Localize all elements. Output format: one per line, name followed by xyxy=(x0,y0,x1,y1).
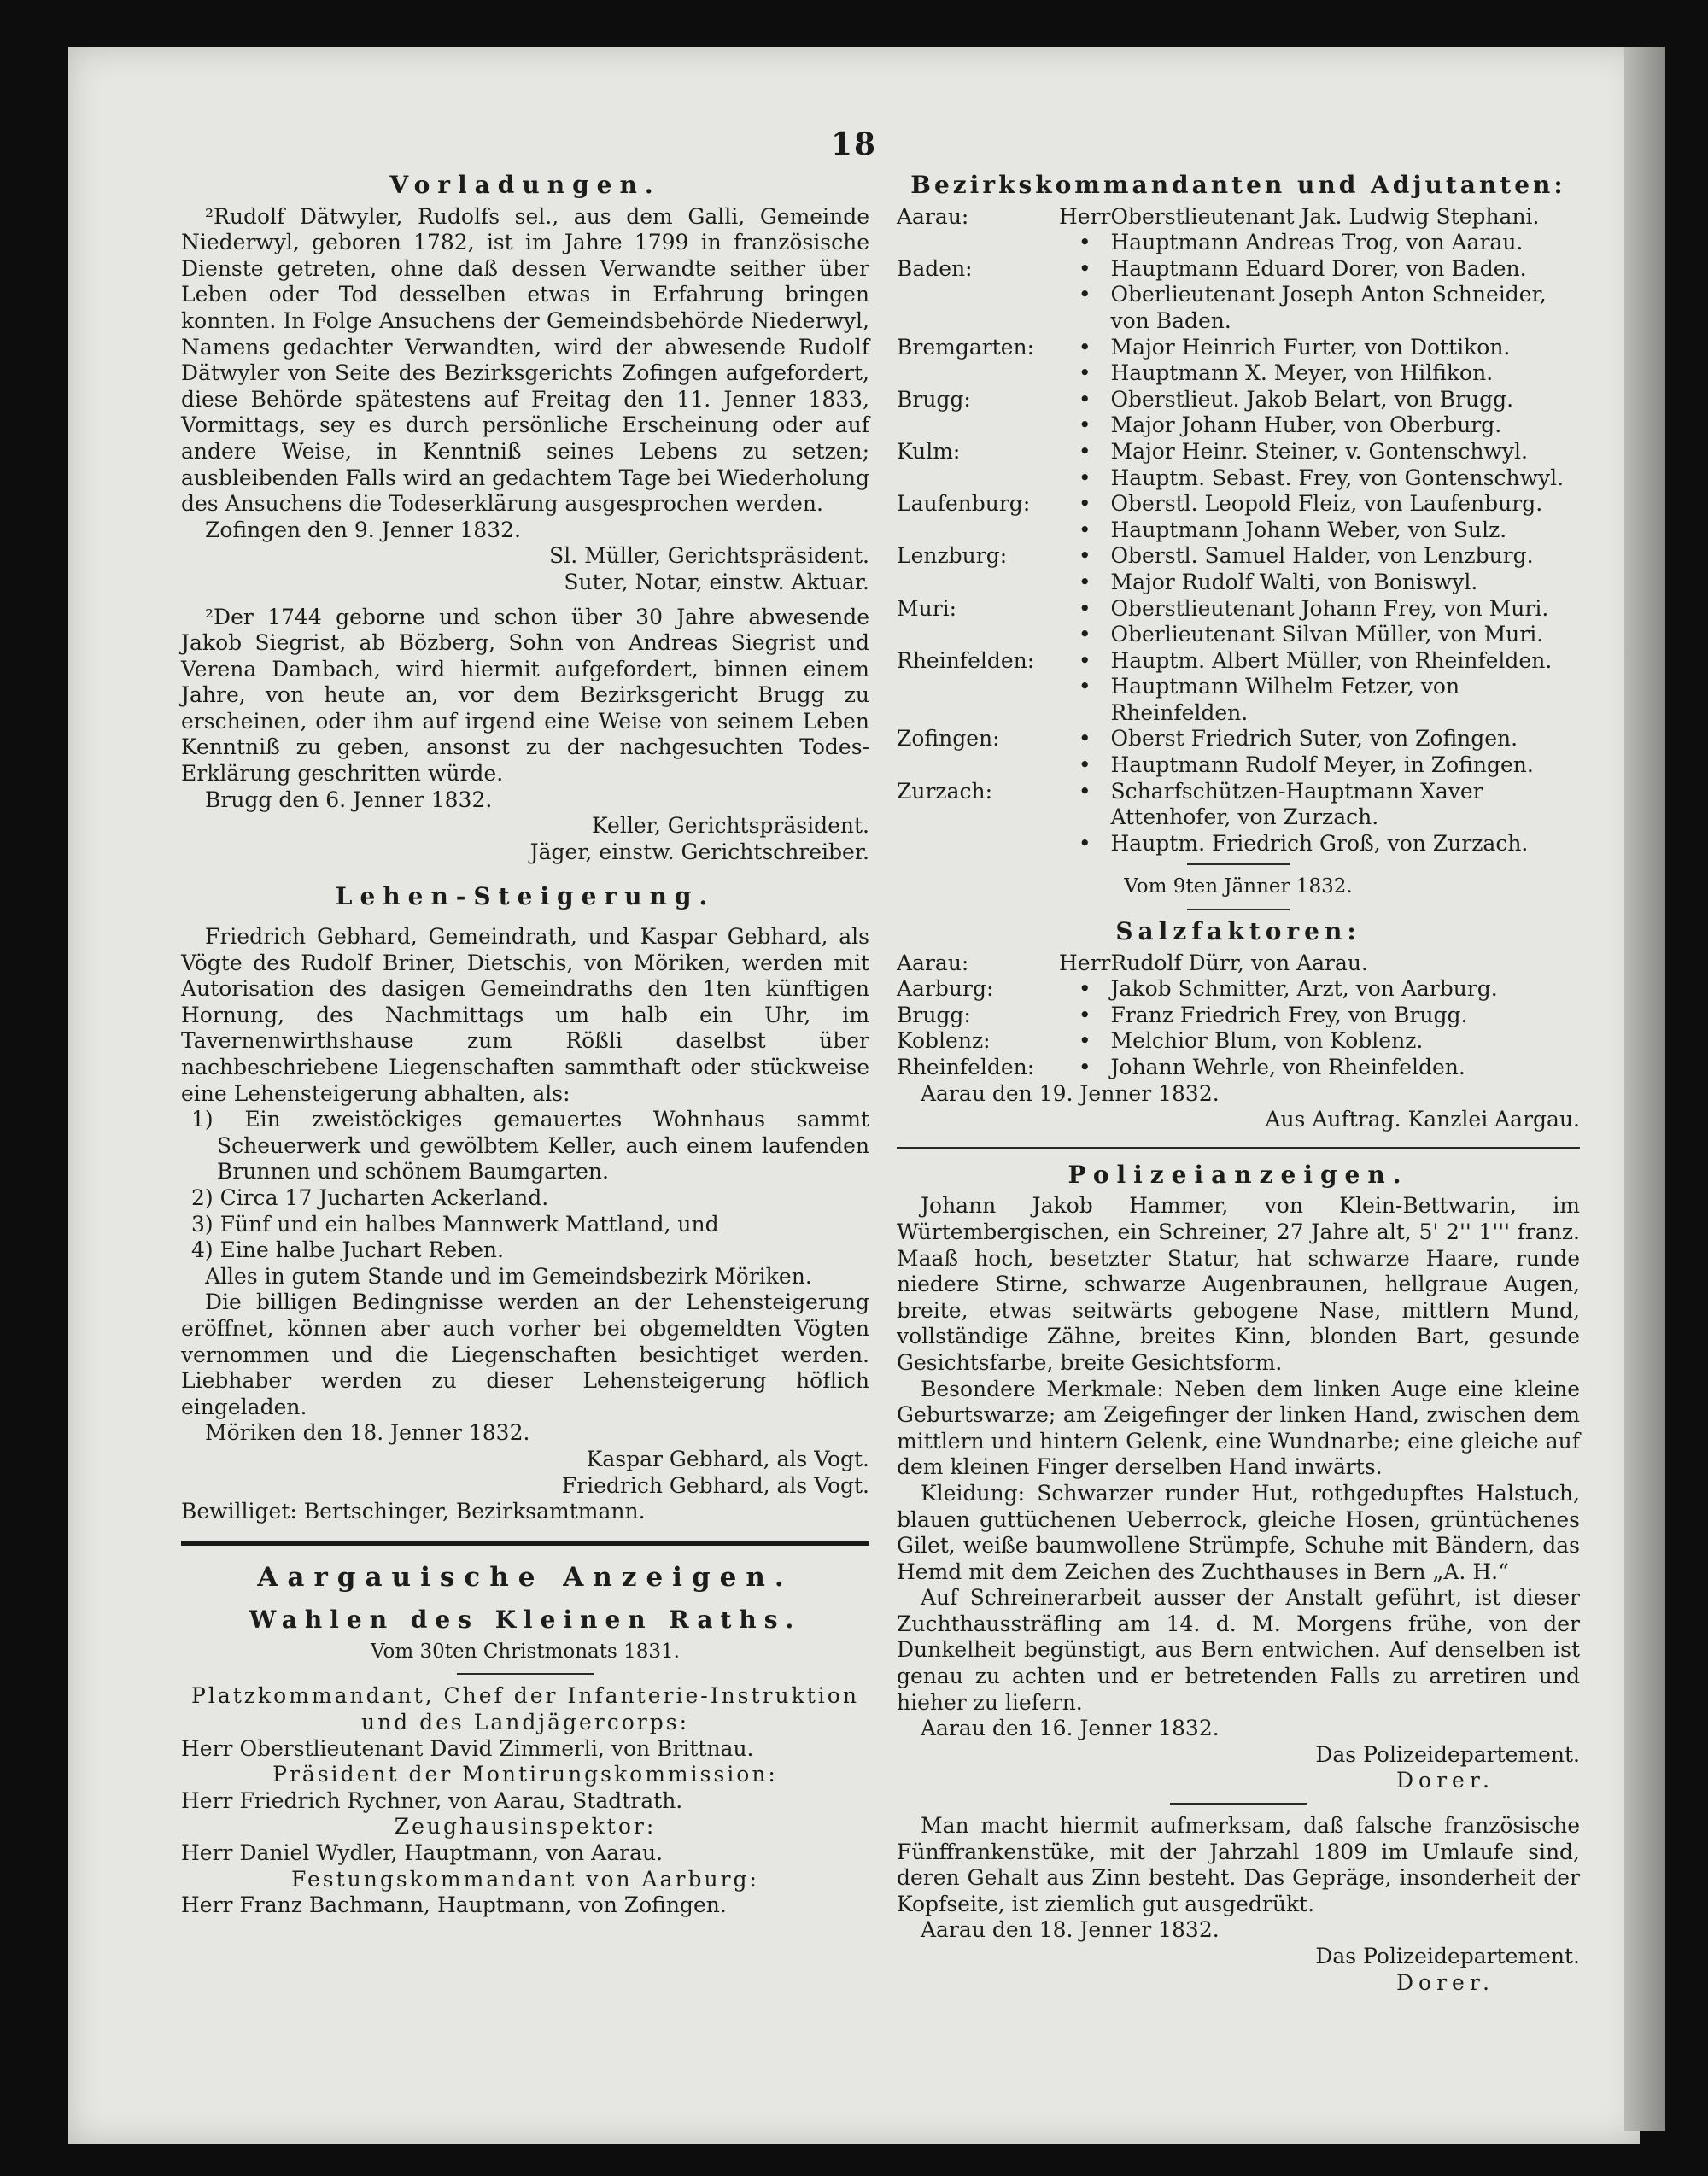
entry-cell: Oberstlieutenant Jak. Ludwig Stephani. xyxy=(1110,203,1540,229)
entry-cell: Rudolf Dürr, von Aarau. xyxy=(1110,950,1368,975)
place-cell xyxy=(897,674,1059,726)
mark-cell: • xyxy=(1078,230,1091,255)
notice-paragraph: ²Rudolf Dätwyler, Rudolfs sel., aus dem Galli, Gemeinde Niederwyl, geboren 1782, ist im Jahre 1799 in französische Dienste getreten, ohne daß dessen Verwandte seither über Leben oder Tod desselben etwas in Erfahrung bringen konnten. In Folge Ansuchens der Gemeindsbehörde Niederwyl, Namens gedachter Verwandten, wird der abwesende Rudolf Dätwyler von Seite des Bezirksgerichts Zofingen aufgefordert, diese Behörde spätestens auf Freitag den 11. Jenner 1833, Vormittags, sey es durch persönliche Erscheinung oder auf andere Weise, in Kenntniß seines Lebens zu setzen; ausbleibenden Falls wird an gedachtem Tage bei Wiederholung des Ansuchens die Todeserklärung ausgesprochen werden. xyxy=(181,203,869,517)
place-cell: Aarau: xyxy=(897,950,969,975)
mark-cell: • xyxy=(1078,465,1091,490)
entry-cell: Oberst Friedrich Suter, von Zofingen. xyxy=(1110,726,1518,752)
signature: Keller, Gerichtspräsident. xyxy=(592,813,869,839)
position-title: Zeughausinspektor: xyxy=(394,1814,657,1840)
mark-cell: • xyxy=(1078,622,1091,647)
right-column xyxy=(897,169,1580,1996)
table-row xyxy=(897,282,1580,334)
signature: Dorer. xyxy=(1396,1768,1494,1793)
table-row xyxy=(897,256,1580,283)
place-cell xyxy=(897,570,1059,596)
section-divider xyxy=(181,1541,869,1546)
mark-cell: • xyxy=(1078,1002,1091,1027)
place-cell: Bremgarten: xyxy=(897,334,1035,360)
position-title: Festungskommandant von Aarburg: xyxy=(291,1866,759,1892)
signature: Das Polizeidepartement. xyxy=(1315,1741,1580,1767)
divider xyxy=(457,1673,594,1675)
signature: Das Polizeidepartement. xyxy=(1315,1944,1580,1968)
place-cell: Kulm: xyxy=(897,438,961,464)
left-column xyxy=(181,169,869,1919)
mark-cell: Herr xyxy=(1059,950,1111,975)
mark-cell: • xyxy=(1078,282,1091,307)
mark-cell: • xyxy=(1078,517,1091,542)
aargau-title: Aargauische Anzeigen. xyxy=(257,1561,793,1593)
place-cell: Laufenburg: xyxy=(897,491,1031,517)
notice-date: Brugg den 6. Jenner 1832. xyxy=(205,787,493,812)
bezirk-date: Vom 9ten Jänner 1832. xyxy=(1124,875,1353,898)
table-row xyxy=(897,726,1580,752)
entry-cell: Oberstl. Samuel Halder, von Lenzburg. xyxy=(1110,543,1534,569)
signature: Sl. Müller, Gerichtspräsident. xyxy=(549,543,869,569)
vorladungen-title: Vorladungen. xyxy=(389,171,661,199)
table-row xyxy=(897,491,1580,518)
table-row xyxy=(897,1003,1580,1029)
bezirk-title: Bezirkskommandanten und Adjutanten: xyxy=(910,171,1566,199)
lehen-title: Lehen-Steigerung. xyxy=(335,882,716,911)
mark-cell: • xyxy=(1078,830,1091,856)
entry-cell: Major Heinr. Steiner, v. Gontenschwyl. xyxy=(1110,438,1528,464)
entry-cell: Oberlieutenant Silvan Müller, von Muri. xyxy=(1110,622,1544,647)
table-row xyxy=(897,831,1580,857)
salz-table xyxy=(897,951,1580,1081)
place-cell: Baden: xyxy=(897,255,973,281)
table-row xyxy=(897,570,1580,596)
place-cell: Aarburg: xyxy=(897,976,994,1002)
entry-cell: Major Heinrich Furter, von Dottikon. xyxy=(1110,334,1511,360)
divider xyxy=(1187,863,1290,865)
signature: Aus Auftrag. Kanzlei Aargau. xyxy=(1265,1107,1580,1132)
entry-cell: Major Rudolf Walti, von Boniswyl. xyxy=(1110,569,1478,594)
mark-cell: • xyxy=(1078,491,1091,517)
table-row xyxy=(897,412,1580,439)
entry-cell: Hauptmann Andreas Trog, von Aarau. xyxy=(1110,230,1524,255)
position-title: Platzkommandant, Chef der Infanterie-Instruktion und des Landjägercorps: xyxy=(191,1683,859,1735)
place-cell xyxy=(897,752,1059,779)
page-edge xyxy=(1624,47,1665,2131)
place-cell xyxy=(897,360,1059,387)
table-row xyxy=(897,1055,1580,1081)
notice-paragraph: Friedrich Gebhard, Gemeindrath, und Kaspar Gebhard, als Vögte des Rudolf Briner, Dietschis, von Möriken, werden mit Autorisation des dasigen Gemeindraths den 1ten künftigen Hornung, des Nachmittags um halb ein Uhr, im Tavernenwirthshause zum Rößli daselbst über nachbeschriebene Liegenschaften sammthaft oder stückweise eine Lehensteigerung abhalten, als: xyxy=(181,924,869,1106)
mark-cell: • xyxy=(1078,386,1091,412)
notice-date: Zofingen den 9. Jenner 1832. xyxy=(205,517,521,542)
table-row xyxy=(897,439,1580,465)
page-number: 18 xyxy=(830,126,878,162)
mark-cell: • xyxy=(1078,360,1091,386)
entry-cell: Melchior Blum, von Koblenz. xyxy=(1110,1028,1424,1054)
signature: Suter, Notar, einstw. Aktuar. xyxy=(564,569,869,594)
bezirk-table xyxy=(897,204,1580,857)
mark-cell: • xyxy=(1078,778,1091,804)
polizei-title: Polizeianzeigen. xyxy=(1068,1160,1409,1189)
table-row xyxy=(897,622,1580,648)
mark-cell: • xyxy=(1078,726,1091,752)
mark-cell: • xyxy=(1078,569,1091,594)
appointee: Herr Friedrich Rychner, von Aarau, Stadtrath. xyxy=(181,1787,683,1813)
mark-cell: • xyxy=(1078,412,1091,438)
appointee: Herr Daniel Wydler, Hauptmann, von Aarau. xyxy=(181,1840,664,1866)
table-row xyxy=(897,335,1580,361)
place-cell xyxy=(897,831,1059,857)
mark-cell: • xyxy=(1078,334,1091,360)
notice-date: Aarau den 18. Jenner 1832. xyxy=(921,1917,1220,1943)
entry-cell: Hauptmann Eduard Dorer, von Baden. xyxy=(1110,255,1527,281)
entry-cell: Johann Wehrle, von Rheinfelden. xyxy=(1110,1055,1465,1079)
notice-paragraph: Man macht hiermit aufmerksam, daß falsche französische Fünffrankenstüke, mit der Jahrzahl 1809 im Umlaufe sind, deren Gehalt aus Zinn besteht. Das Gepräge, insonderheit der Kopfseite, ist ziemlich gut ausgedrükt. xyxy=(897,1813,1580,1916)
notice-paragraph: Kleidung: Schwarzer runder Hut, rothgedupftes Halstuch, blauen guttüchenen Ueberrock, gleiche Hosen, grüntüchenes Gilet, weiße baumwollene Strümpfe, Schuhe mit Bändern, das Hemd mit dem Zeichen des Zuchthauses in Bern „A. H.“ xyxy=(897,1480,1580,1584)
mark-cell: • xyxy=(1078,1028,1091,1054)
entry-cell: Oberstl. Leopold Fleiz, von Laufenburg. xyxy=(1110,491,1543,517)
list-item: 2) Circa 17 Jucharten Ackerland. xyxy=(191,1185,549,1210)
table-row xyxy=(897,648,1580,675)
divider xyxy=(1187,909,1290,910)
position-title: Präsident der Montirungskommission: xyxy=(272,1762,778,1787)
table-row xyxy=(897,1028,1580,1055)
entry-cell: Hauptmann Rudolf Meyer, in Zofingen. xyxy=(1110,752,1534,778)
notice-paragraph: ²Der 1744 geborne und schon über 30 Jahre abwesende Jakob Siegrist, ab Bözberg, Sohn von Andreas Siegrist und Verena Dambach, wird hiermit aufgefordert, binnen einem Jahre, von heute an, vor dem Bezirksgericht Brugg zu erscheinen, oder ihm auf irgend eine Weise von seinem Leben Kenntniß zu geben, ansonst zu der nachgesuchten Todes-Erklärung geschritten würde. xyxy=(181,604,869,787)
entry-cell: Hauptm. Sebast. Frey, von Gontenschwyl. xyxy=(1110,465,1565,490)
table-row xyxy=(897,779,1580,831)
list-item: 4) Eine halbe Juchart Reben. xyxy=(191,1237,504,1263)
place-cell xyxy=(897,412,1059,439)
appointee: Herr Oberstlieutenant David Zimmerli, von Brittnau. xyxy=(181,1735,754,1761)
table-row xyxy=(897,360,1580,387)
entry-cell: Major Johann Huber, von Oberburg. xyxy=(1110,412,1502,438)
place-cell xyxy=(897,230,1059,256)
place-cell xyxy=(897,465,1059,492)
notice-date: Aarau den 16. Jenner 1832. xyxy=(921,1716,1220,1741)
place-cell: Zurzach: xyxy=(897,778,993,804)
notice-date: Möriken den 18. Jenner 1832. xyxy=(205,1420,530,1446)
place-cell xyxy=(897,518,1059,544)
entry-cell: Oberstlieutenant Johann Frey, von Muri. xyxy=(1110,595,1549,621)
mark-cell: • xyxy=(1078,595,1091,621)
notice-paragraph: Alles in gutem Stande und im Gemeindsbezirk Möriken. xyxy=(205,1263,812,1289)
signature: Jäger, einstw. Gerichtschreiber. xyxy=(529,839,869,864)
mark-cell: • xyxy=(1078,976,1091,1002)
table-row xyxy=(897,465,1580,492)
place-cell xyxy=(897,282,1059,334)
entry-cell: Scharfschützen-Hauptmann Xaver Attenhofer, von Zurzach. xyxy=(1110,778,1483,830)
place-cell: Rheinfelden: xyxy=(897,1055,1035,1079)
table-row xyxy=(897,674,1580,726)
table-row xyxy=(897,204,1580,231)
wahlen-date: Vom 30ten Christmonats 1831. xyxy=(371,1640,680,1663)
table-row xyxy=(897,596,1580,623)
mark-cell: • xyxy=(1078,255,1091,281)
mark-cell: • xyxy=(1078,1055,1091,1079)
signature: Kaspar Gebhard, als Vogt. xyxy=(586,1446,869,1471)
place-cell: Muri: xyxy=(897,595,957,621)
signature: Dorer. xyxy=(1396,1969,1494,1995)
table-row xyxy=(897,518,1580,544)
entry-cell: Hauptm. Albert Müller, von Rheinfelden. xyxy=(1110,647,1553,673)
approval-line: Bewilliget: Bertschinger, Bezirksamtmann. xyxy=(181,1499,646,1524)
entry-cell: Hauptmann Wilhelm Fetzer, von Rheinfelden. xyxy=(1110,674,1460,725)
mark-cell: • xyxy=(1078,674,1091,699)
table-row xyxy=(897,752,1580,779)
mark-cell: • xyxy=(1078,543,1091,569)
table-row xyxy=(897,951,1580,977)
place-cell: Brugg: xyxy=(897,386,971,412)
notice-paragraph: Auf Schreinerarbeit ausser der Anstalt geführt, ist dieser Zuchthaussträfling am 14. d. M. Morgens frühe, von der Dunkelheit begünstigt, aus Bern entwichen. Auf denselben ist genau zu achten und er betretenden Falls zu arretiren und hieher zu liefern. xyxy=(897,1585,1580,1715)
entry-cell: Franz Friedrich Frey, von Brugg. xyxy=(1110,1002,1468,1027)
notice-date: Aarau den 19. Jenner 1832. xyxy=(921,1080,1220,1106)
table-row xyxy=(897,230,1580,256)
place-cell: Aarau: xyxy=(897,203,969,229)
table-row xyxy=(897,543,1580,570)
notice-paragraph: Besondere Merkmale: Neben dem linken Auge eine kleine Geburtswarze; am Zeigefinger der linken Hand, zwischen dem mittlern und hintern Gelenk, eine Wundnarbe; eine gleiche auf dem kleinen Finger derselben Hand inwärts. xyxy=(897,1376,1580,1480)
table-row xyxy=(897,976,1580,1003)
appointee: Herr Franz Bachmann, Hauptmann, von Zofingen. xyxy=(181,1892,727,1918)
entry-cell: Hauptmann X. Meyer, von Hilfikon. xyxy=(1110,360,1494,386)
notice-paragraph: Die billigen Bedingnisse werden an der Lehensteigerung eröffnet, können aber auch vorher bei obgemeldten Vögten vernommen und die Liegenschaften besichtiget werden. Liebhaber werden zu dieser Lehensteigerung höflich eingeladen. xyxy=(181,1290,869,1419)
place-cell: Koblenz: xyxy=(897,1028,991,1054)
place-cell: Zofingen: xyxy=(897,726,1000,752)
section-divider xyxy=(897,1147,1580,1149)
mark-cell: • xyxy=(1078,647,1091,673)
list-item: 3) Fünf und ein halbes Mannwerk Mattland, und xyxy=(191,1211,719,1237)
notice-paragraph: Johann Jakob Hammer, von Klein-Bettwarin, im Würtembergischen, ein Schreiner, 27 Jahre alt, 5' 2'' 1''' franz. Maaß hoch, besetzter Statur, hat schwarze Haare, runde niedere Stirne, schwarze Augenbraunen, hellgraue Augen, breite, etwas seitwärts gebogene Nase, mittlern Mund, vollständige Zähne, breites Kinn, blonden Bart, gesunde Gesichtsfarbe, breite Gesichtsform. xyxy=(897,1193,1580,1375)
entry-cell: Hauptm. Friedrich Groß, von Zurzach. xyxy=(1110,830,1529,856)
entry-cell: Oberstlieut. Jakob Belart, von Brugg. xyxy=(1110,386,1514,412)
entry-cell: Hauptmann Johann Weber, von Sulz. xyxy=(1110,517,1507,542)
list-item: 1) Ein zweistöckiges gemauertes Wohnhaus sammt Scheuerwerk und gewölbtem Keller, auch einem laufenden Brunnen und schönem Baumgarten. xyxy=(191,1107,869,1185)
signature: Friedrich Gebhard, als Vogt. xyxy=(561,1472,869,1498)
place-cell: Brugg: xyxy=(897,1002,971,1027)
mark-cell: • xyxy=(1078,752,1091,778)
place-cell xyxy=(897,622,1059,648)
mark-cell: Herr xyxy=(1059,203,1111,229)
mark-cell: • xyxy=(1078,438,1091,464)
table-row xyxy=(897,387,1580,413)
place-cell: Lenzburg: xyxy=(897,543,1008,569)
wahlen-title: Wahlen des Kleinen Raths. xyxy=(249,1606,802,1635)
divider xyxy=(1170,1803,1307,1805)
entry-cell: Jakob Schmitter, Arzt, von Aarburg. xyxy=(1110,976,1498,1002)
salz-title: Salzfaktoren: xyxy=(1115,917,1361,946)
place-cell: Rheinfelden: xyxy=(897,647,1035,673)
entry-cell: Oberlieutenant Joseph Anton Schneider, von Baden. xyxy=(1110,282,1547,333)
